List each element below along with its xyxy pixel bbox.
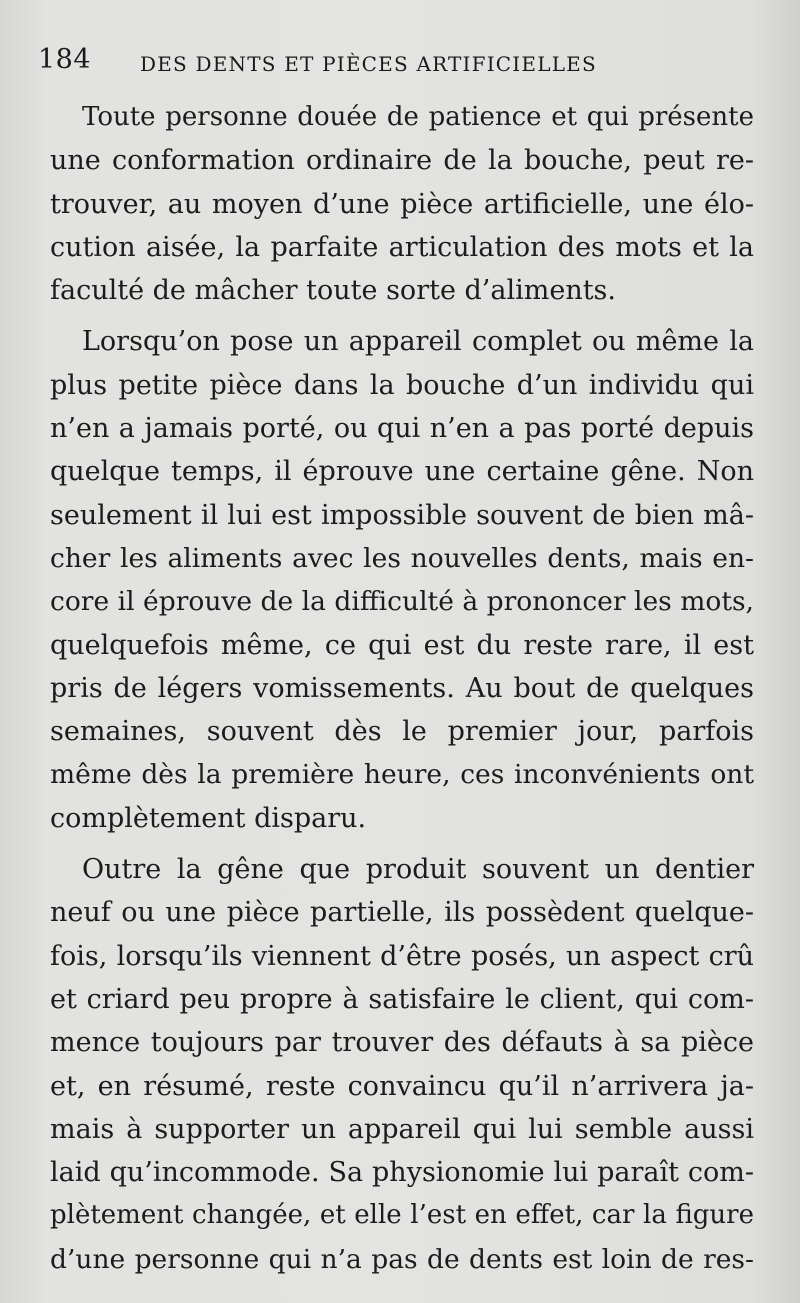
- paragraph-1: [50, 96, 754, 312]
- text-line: Toute personne douée de patience et qui présente: [82, 102, 754, 132]
- text-line: seulement il lui est impossible souvent de bien mâ-: [50, 499, 754, 531]
- body-text: [50, 96, 754, 1281]
- text-line: semaines, souvent dès le premier jour, parfois: [50, 716, 754, 748]
- text-line: une conformation ordinaire de la bouche, peut re-: [50, 145, 754, 177]
- text-line: même dès la première heure, ces inconvénients ont: [50, 759, 754, 791]
- text-line: mence toujours par trouver des défauts à sa pièce: [50, 1027, 754, 1059]
- paragraph-spacer: [50, 312, 754, 320]
- text-line: quelque temps, il éprouve une certaine gêne. Non: [50, 456, 754, 488]
- text-line: mais à supporter un appareil qui lui semble aussi: [50, 1113, 754, 1145]
- text-line: fois, lorsqu’ils viennent d’être posés, un aspect crû: [50, 940, 754, 972]
- page-header: [38, 44, 770, 84]
- text-line: Outre la gêne que produit souvent un dentier: [82, 854, 754, 886]
- text-line: cher les aliments avec les nouvelles dents, mais en-: [50, 542, 754, 574]
- text-line: complètement disparu.: [50, 802, 367, 834]
- text-line: plus petite pièce dans la bouche d’un individu qui: [50, 369, 754, 401]
- text-line: neuf ou une pièce partielle, ils possèdent quelque-: [50, 897, 754, 929]
- text-line: laid qu’incommode. Sa physionomie lui paraît com-: [50, 1157, 754, 1189]
- text-line: et criard peu propre à satisfaire le client, qui com-: [50, 983, 754, 1015]
- paragraph-spacer: [50, 840, 754, 848]
- running-title: DES DENTS ET PIÈCES ARTIFICIELLES: [140, 52, 597, 76]
- text-line: core il éprouve de la difficulté à prononcer les mots,: [50, 586, 754, 618]
- text-line: pris de légers vomissements. Au bout de quelques: [50, 672, 754, 704]
- text-line: et, en résumé, reste convaincu qu’il n’arrivera ja-: [50, 1070, 754, 1102]
- text-line: n’en a jamais porté, ou qui n’en a pas porté depuis: [50, 413, 754, 445]
- paragraph-2: [50, 320, 754, 840]
- text-line: cution aisée, la parfaite articulation des mots et la: [50, 231, 754, 263]
- text-line: plètement changée, et elle l’est en effet, car la figure: [50, 1200, 754, 1231]
- text-line: d’une personne qui n’a pas de dents est loin de res-: [50, 1243, 754, 1275]
- page-number: 184: [38, 44, 92, 75]
- text-line: quelquefois même, ce qui est du reste rare, il est: [50, 629, 754, 661]
- text-line: faculté de mâcher toute sorte d’aliments.: [50, 275, 616, 307]
- text-line: Lorsqu’on pose un appareil complet ou même la: [82, 326, 754, 358]
- text-line: trouver, au moyen d’une pièce artificielle, une élo-: [50, 188, 754, 220]
- paragraph-3: [50, 848, 754, 1281]
